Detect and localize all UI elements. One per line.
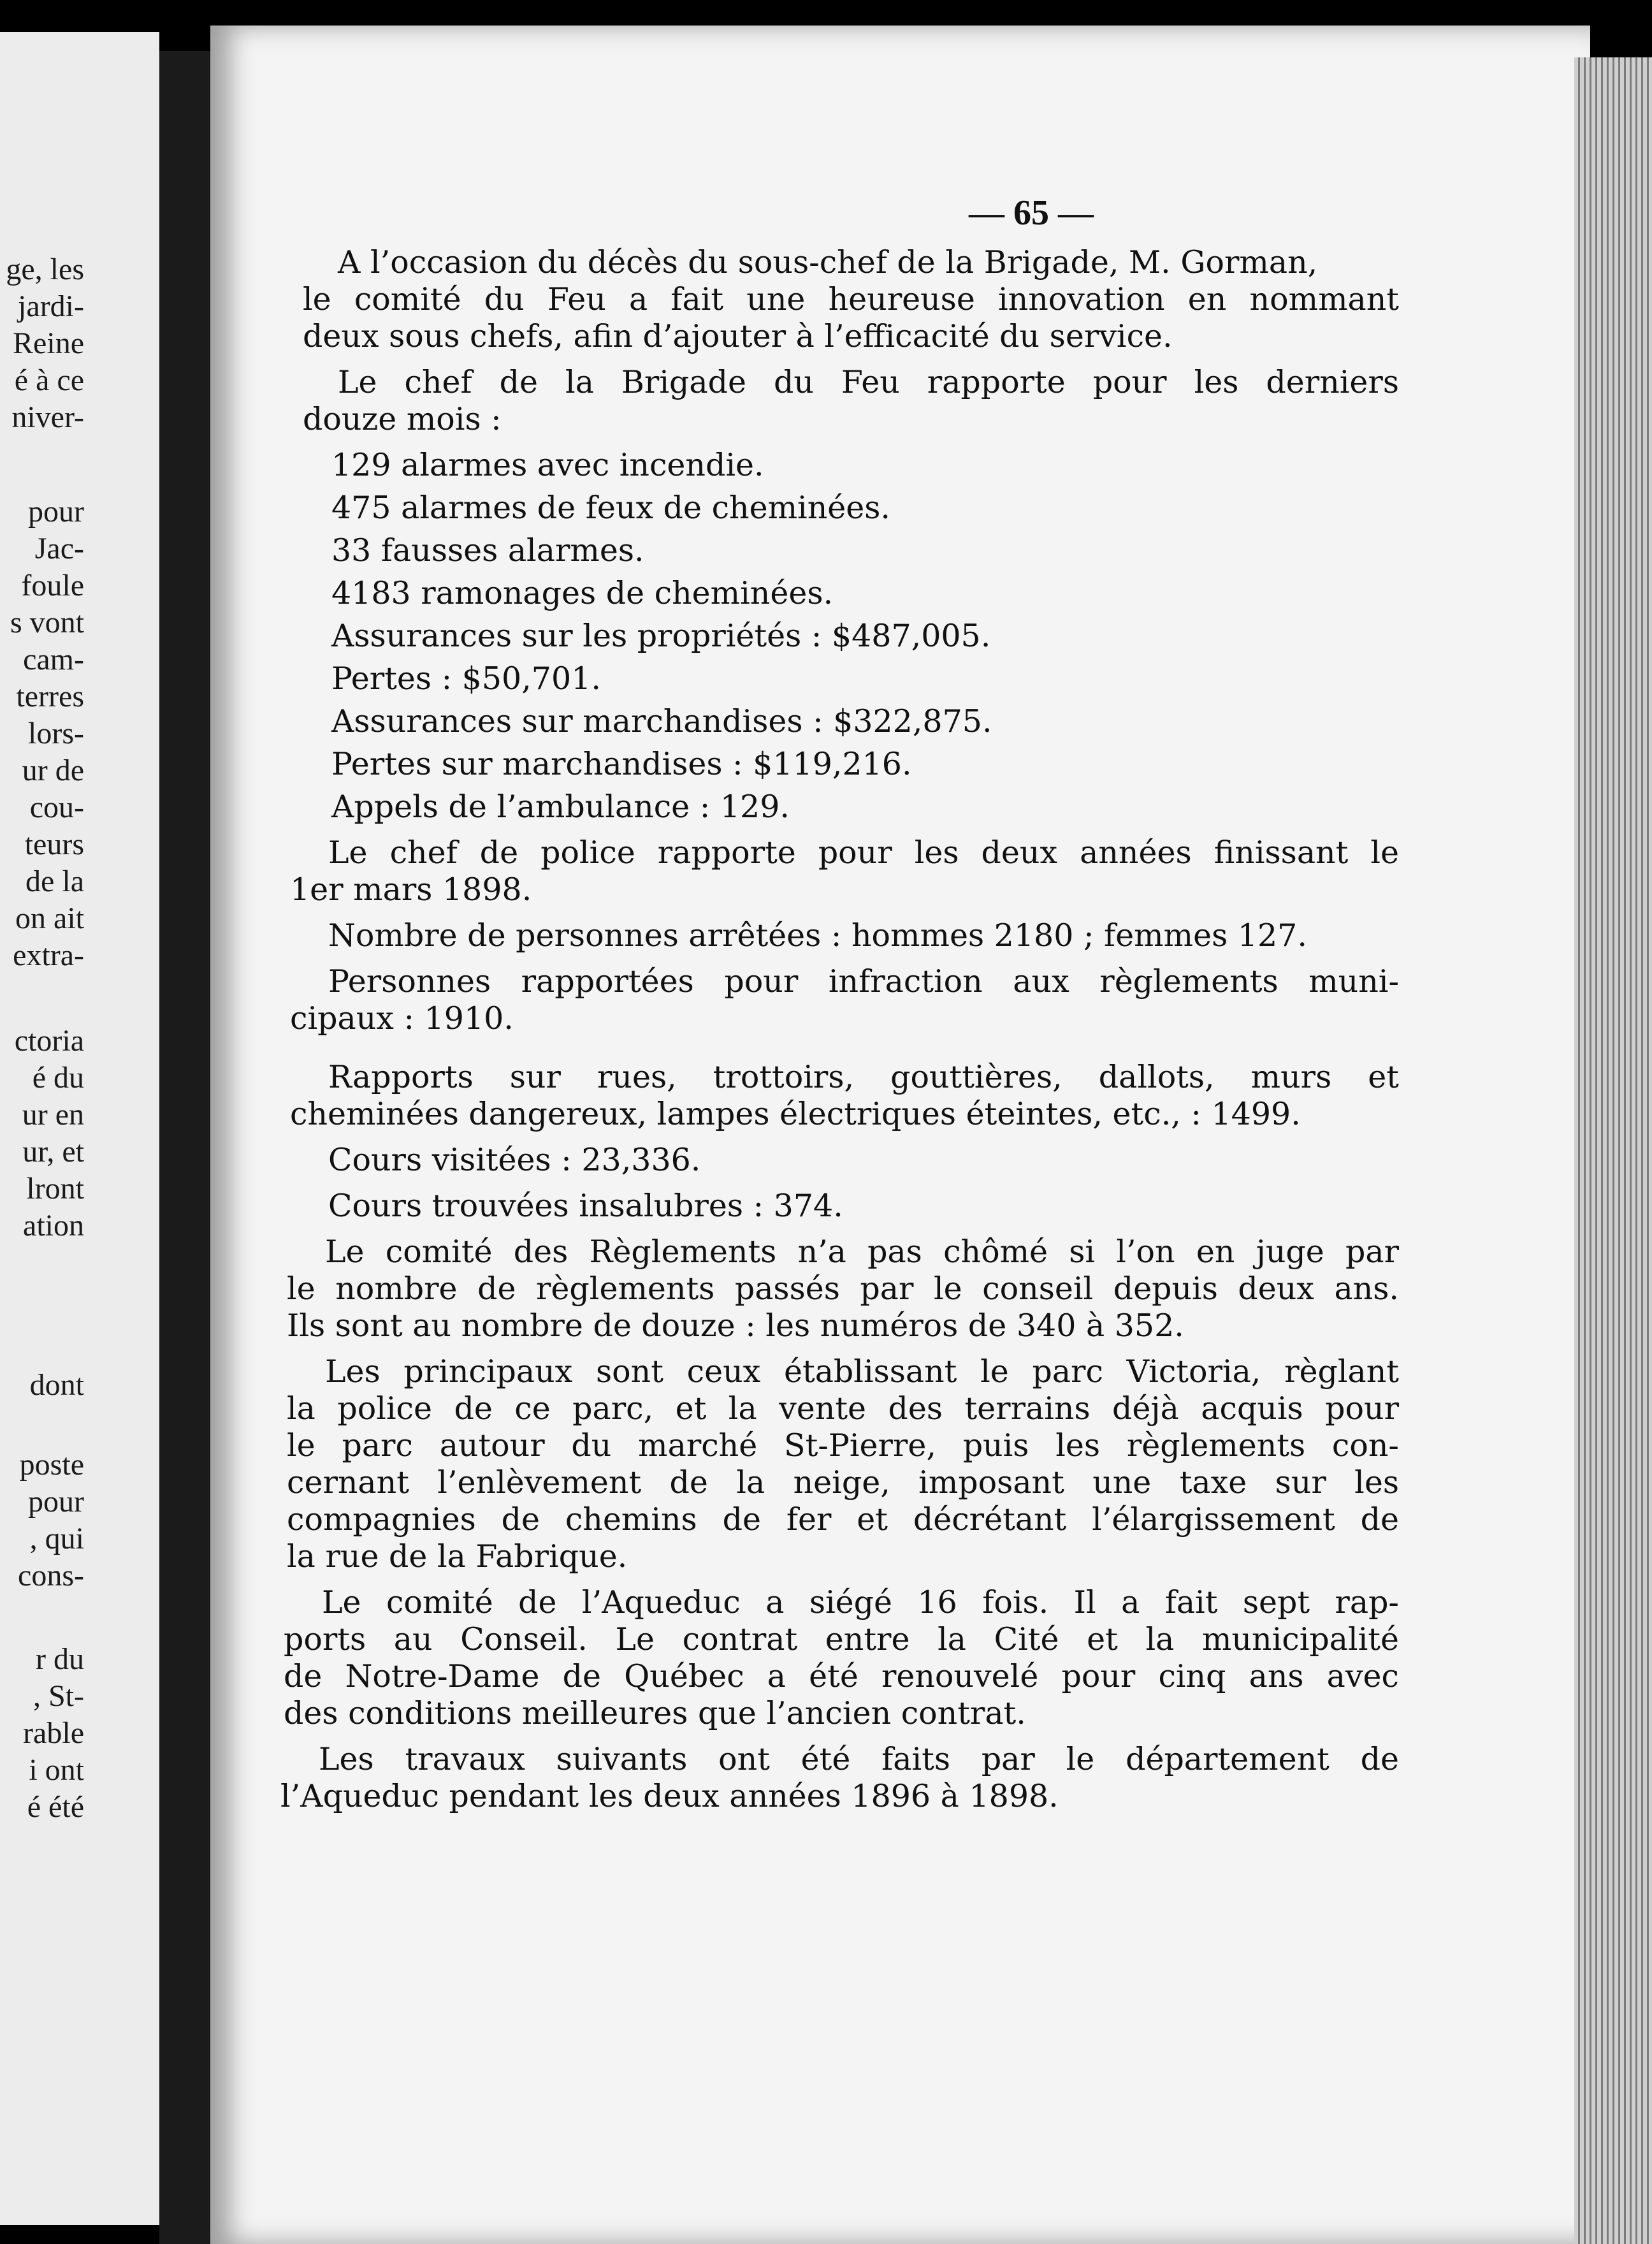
para-5-line-0: 4183 ramonages de cheminées. [331, 575, 834, 611]
previous-page-l5: pour [28, 495, 84, 528]
para-19-line-0: Le comité de l’Aqueduc a siégé 16 fois. Il a fait sept rap- [322, 1584, 1399, 1621]
previous-page-l2: Reine [13, 326, 84, 360]
previous-page-l0: ge, les [6, 252, 84, 286]
previous-page-l24: dont [29, 1368, 84, 1402]
para-1-line-1: douze mois : [303, 401, 502, 437]
para-10-line-0: Appels de l’ambulance : 129. [331, 789, 790, 825]
previous-page-l26: pour [28, 1485, 84, 1519]
previous-page-l9: cam- [23, 643, 84, 676]
para-19-line-2: de Notre-Dame de Québec a été renouvelé pour cinq ans avec [284, 1658, 1399, 1694]
previous-page-l33: é été [27, 1790, 84, 1824]
para-2-line-0: 129 alarmes avec incendie. [331, 447, 764, 483]
previous-page-l31: rable [23, 1716, 84, 1750]
previous-page-l17: extra- [13, 938, 84, 972]
previous-page-l8: s vont [10, 606, 84, 639]
para-3-line-0: 475 alarmes de feux de cheminées. [331, 490, 890, 526]
previous-page-l22: lront [26, 1172, 84, 1206]
para-0-line-2: deux sous chefs, afin d’ajouter à l’efficacité du service. [303, 318, 1173, 354]
previous-page-l30: , St- [33, 1679, 84, 1713]
previous-page-l21: ur, et [22, 1135, 84, 1169]
para-19-line-1: ports au Conseil. Le contrat entre la Cité et la municipalité [284, 1621, 1399, 1657]
previous-page-l10: terres [16, 680, 84, 713]
previous-page-l20: ur en [22, 1098, 84, 1132]
para-14-line-1: cheminées dangereux, lampes électriques éteintes, etc., : 1499. [290, 1096, 1301, 1132]
previous-page-l13: cou- [29, 790, 84, 824]
para-17-line-0: Le comité des Règlements n’a pas chômé si l’on en juge par [325, 1234, 1399, 1270]
previous-page-l16: on ait [15, 901, 84, 935]
para-18-line-5: la rue de la Fabrique. [287, 1538, 628, 1575]
para-18-line-4: compagnies de chemins de fer et décrétant l’élargissement de [287, 1501, 1399, 1538]
previous-page-l12: ur de [22, 754, 84, 787]
para-9-line-0: Pertes sur marchandises : $119,216. [331, 746, 912, 782]
para-12-line-0: Nombre de personnes arrêtées : hommes 2180 ; femmes 127. [328, 917, 1307, 954]
document-page [210, 26, 1590, 2244]
para-0-line-1: le comité du Feu a fait une heureuse innovation en nommant [303, 281, 1399, 317]
previous-page-l7: foule [21, 569, 84, 602]
previous-page-l4: niver- [11, 400, 84, 434]
para-15-line-0: Cours visitées : 23,336. [328, 1142, 701, 1178]
para-8-line-0: Assurances sur marchandises : $322,875. [331, 703, 992, 740]
previous-page [0, 32, 159, 2225]
para-13-line-1: cipaux : 1910. [290, 1000, 514, 1037]
para-1-line-0: Le chef de la Brigade du Feu rapporte pour les derniers [338, 364, 1399, 400]
previous-page-l19: é du [32, 1061, 84, 1095]
previous-page-l11: lors- [28, 717, 84, 750]
previous-page-l25: poste [19, 1448, 84, 1482]
previous-page-l15: de la [25, 864, 84, 898]
para-6-line-0: Assurances sur les propriétés : $487,005. [331, 618, 991, 654]
para-18-line-3: cernant l’enlèvement de la neige, imposant une taxe sur les [287, 1464, 1399, 1501]
book-page-edges [1574, 57, 1652, 2244]
previous-page-l14: teurs [24, 827, 84, 861]
para-7-line-0: Pertes : $50,701. [331, 660, 601, 697]
previous-page-l29: r du [36, 1642, 84, 1676]
para-13-line-0: Personnes rapportées pour infraction aux règlements muni- [328, 963, 1399, 1000]
previous-page-l28: cons- [18, 1559, 84, 1592]
para-19-line-3: des conditions meilleures que l’ancien contrat. [284, 1695, 1026, 1731]
page-number: — 65 — [969, 193, 1094, 233]
para-20-line-0: Les travaux suivants ont été faits par le département de [319, 1741, 1399, 1777]
para-4-line-0: 33 fausses alarmes. [331, 532, 644, 569]
para-11-line-1: 1er mars 1898. [290, 871, 532, 908]
previous-page-l1: jardi- [18, 289, 84, 323]
previous-page-l32: i ont [29, 1753, 84, 1787]
previous-page-l27: , qui [29, 1522, 84, 1556]
para-16-line-0: Cours trouvées insalubres : 374. [328, 1188, 843, 1224]
previous-page-l23: ation [23, 1209, 84, 1242]
para-18-line-2: le parc autour du marché St-Pierre, puis les règlements con- [287, 1427, 1399, 1464]
para-0-line-0: A l’occasion du décès du sous-chef de la Brigade, M. Gorman, [338, 244, 1318, 280]
previous-page-l6: Jac- [34, 532, 84, 565]
previous-page-l3: é à ce [14, 363, 84, 397]
para-17-line-1: le nombre de règlements passés par le conseil depuis deux ans. [287, 1271, 1399, 1307]
para-11-line-0: Le chef de police rapporte pour les deux années finissant le [328, 834, 1399, 871]
para-17-line-2: Ils sont au nombre de douze : les numéros de 340 à 352. [287, 1308, 1184, 1344]
para-14-line-0: Rapports sur rues, trottoirs, gouttières, dallots, murs et [328, 1059, 1399, 1095]
para-18-line-0: Les principaux sont ceux établissant le parc Victoria, règlant [325, 1353, 1399, 1390]
previous-page-l18: ctoria [14, 1024, 84, 1058]
para-18-line-1: la police de ce parc, et la vente des terrains déjà acquis pour [287, 1390, 1399, 1427]
para-20-line-1: l’Aqueduc pendant les deux années 1896 à 1898. [280, 1778, 1059, 1814]
